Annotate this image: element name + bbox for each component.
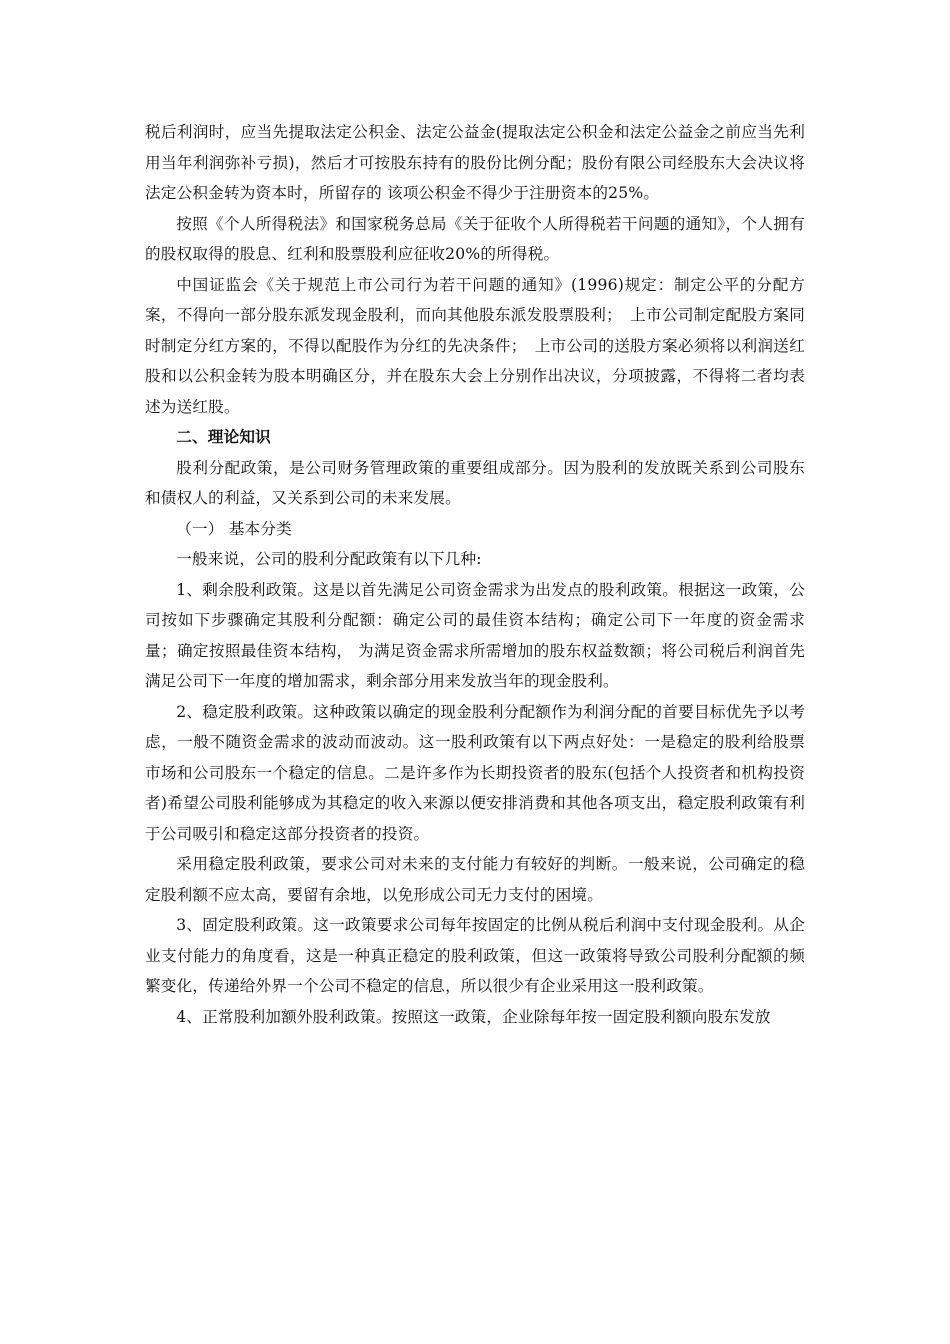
section-heading-theory: 二、理论知识	[176, 428, 271, 446]
paragraph-income-tax: 按照《个人所得税法》和国家税务总局《关于征收个人所得税若干问题的通知》，个人拥有的股权取得的股息、红利和股票股利应征收20%的所得税。	[145, 214, 805, 263]
document-body	[145, 117, 805, 1032]
paragraph-csrc-regulation: 中国证监会《关于规范上市公司行为若干问题的通知》(1996)规定：制定公平的分配方案，不得向一部分股东派发现金股利，而向其他股东派发股票股利； 上市公司制定配股方案同时制定分红方案的，不得以配股作为分红的先决条件； 上市公司的送股方案必须将以利润送红股和以公积金转为股本明确区分，并在股东大会上分别作出决议，分项披露，不得将二者均表述为送红股。	[145, 275, 805, 416]
paragraph-stable-policy: 2、稳定股利政策。这种政策以确定的现金股利分配额作为利润分配的首要目标优先予以考虑，一般不随资金需求的波动而波动。这一股利政策有以下两点好处：一是稳定的股利给股票市场和公司股东一个稳定的信息。二是许多作为长期投资者的股东(包括个人投资者和机构投资者)希望公司股利能够成为其稳定的收入来源以便安排消费和其他各项支出，稳定股利政策有利于公司吸引和稳定这部分投资者的投资。	[145, 702, 805, 843]
paragraph-dividend-policy-intro: 股利分配政策，是公司财务管理政策的重要组成部分。因为股利的发放既关系到公司股东和债权人的利益，又关系到公司的未来发展。	[145, 458, 805, 507]
paragraph-policy-types-intro: 一般来说，公司的股利分配政策有以下几种:	[176, 550, 482, 568]
subsection-heading-basic-classification: （一） 基本分类	[176, 519, 292, 538]
paragraph-residual-policy: 1、剩余股利政策。这是以首先满足公司资金需求为出发点的股利政策。根据这一政策，公司按如下步骤确定其股利分配额：确定公司的最佳资本结构；确定公司下一年度的资金需求量；确定按照最佳资本结构， 为满足资金需求所需增加的股东权益数额；将公司税后利润首先满足公司下一年度的增加需求，剩余部分用来发放当年的现金股利。	[145, 580, 805, 690]
paragraph-continuation: 税后利润时，应当先提取法定公积金、法定公益金(提取法定公积金和法定公益金之前应当先利用当年利润弥补亏损)，然后才可按股东持有的股份比例分配；股份有限公司经股东大会决议将法定公积金转为资本时，所留存的 该项公积金不得少于注册资本的25%。	[145, 123, 805, 202]
paragraph-regular-plus-extra-policy: 4、正常股利加额外股利政策。按照这一政策，企业除每年按一固定股利额向股东发放	[176, 1007, 771, 1026]
paragraph-fixed-policy: 3、固定股利政策。这一政策要求公司每年按固定的比例从税后利润中支付现金股利。从企业支付能力的角度看，这是一种真正稳定的股利政策，但这一政策将导致公司股利分配额的频繁变化，传递给外界一个公司不稳定的信息，所以很少有企业采用这一股利政策。	[145, 916, 805, 995]
paragraph-stable-policy-note: 采用稳定股利政策，要求公司对未来的支付能力有较好的判断。一般来说，公司确定的稳定股利额不应太高，要留有余地，以免形成公司无力支付的困境。	[145, 855, 805, 904]
